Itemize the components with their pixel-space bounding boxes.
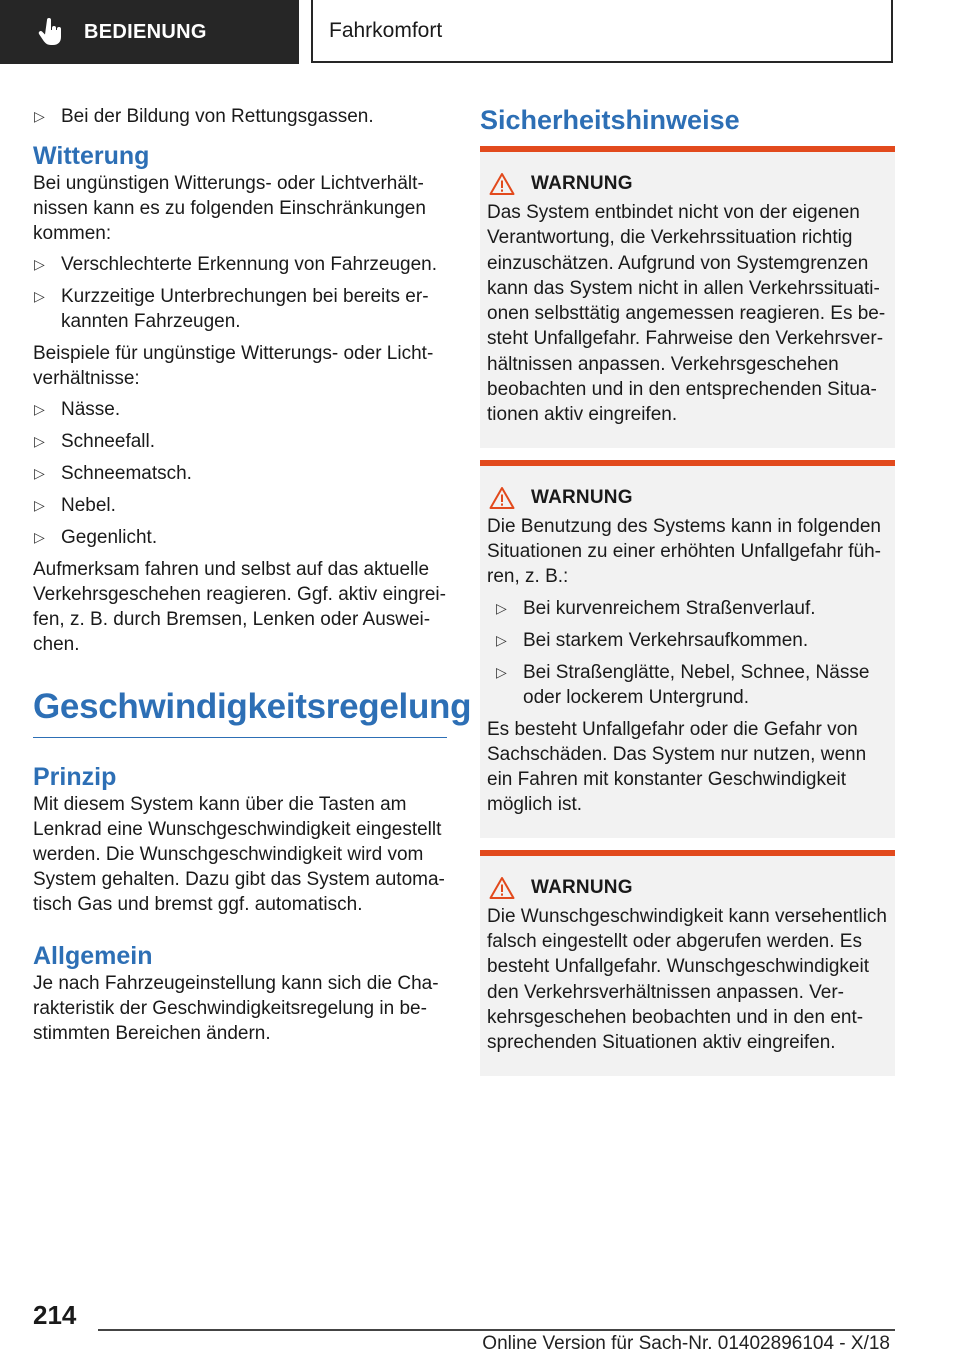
prinzip-heading: Prinzip <box>33 763 117 791</box>
triangle-bullet-icon: ▷ <box>34 401 45 417</box>
safety-heading: Sicherheitshinweise <box>480 105 740 135</box>
triangle-bullet-icon: ▷ <box>34 497 45 513</box>
bullet-list-top <box>33 104 447 129</box>
list-item: ▷ Schneematsch. <box>34 463 192 484</box>
list-item: ▷ Nässe. <box>34 399 121 420</box>
hand-pointer-icon <box>36 17 66 47</box>
witterung-bullets <box>33 252 447 334</box>
prinzip-paragraph: Mit diesem System kann über die Tasten am Lenkrad eine Wunschgeschwindigkeit eingestellt werden. Die Wunschgeschwindigkeit wird vom System gehalten. Dazu gibt das System automatisch Gas und bremst ggf. automatisch. <box>33 794 445 915</box>
warning-box-3 <box>480 850 895 1076</box>
triangle-bullet-icon: ▷ <box>34 465 45 481</box>
warning-label: WARNUNG <box>531 876 633 898</box>
footer-divider <box>98 1329 895 1331</box>
list-item: ▷ Gegenlicht. <box>34 527 158 548</box>
triangle-bullet-icon: ▷ <box>34 433 45 449</box>
warning-text: Die Benutzung des Systems kann in folgenden Situationen zu einer erhöhten Unfallgefahr führen, z. B.: <box>487 515 881 588</box>
list-item: ▷ Bei der Bildung von Rettungsgassen. <box>34 106 374 127</box>
warning-text: Die Wunschgeschwindigkeit kann versehentlich falsch eingestellt oder abgerufen werden. Es besteht Unfallgefahr. Wunschgeschwindigkeit den Verkehrsverhältnissen anpassen. Verkehrsgeschehen beobachten und in den entsprechenden Situationen aktiv eingreifen. <box>487 905 887 1054</box>
warning-text-after: Es besteht Unfallgefahr oder die Gefahr von Sachschäden. Das System nur nutzen, wenn ein Fahren mit konstanter Geschwindigkeit möglich ist. <box>487 718 867 816</box>
chapter-title: Fahrkomfort <box>329 18 443 42</box>
warning-label: WARNUNG <box>531 173 633 194</box>
warning-triangle-icon <box>489 876 515 900</box>
triangle-bullet-icon: ▷ <box>496 663 507 680</box>
right-column <box>480 104 895 1076</box>
examples-paragraph: Beispiele für ungünstige Witterungs- oder Lichtverhältnisse: <box>33 343 434 389</box>
allgemein-heading: Allgemein <box>33 942 153 970</box>
list-item: ▷ Bei Straßenglätte, Nebel, Schnee, Nässe oder lockerem Untergrund. <box>496 661 870 708</box>
triangle-bullet-icon: ▷ <box>34 108 45 124</box>
warning-box-1 <box>480 146 895 448</box>
main-heading: Geschwindigkeitsregelung <box>33 685 447 738</box>
warning-header <box>487 486 887 510</box>
warning-triangle-icon <box>489 486 515 510</box>
triangle-bullet-icon: ▷ <box>34 288 45 304</box>
list-item: ▷ Verschlechterte Erkennung von Fahrzeugen. <box>34 254 438 275</box>
left-column <box>33 104 472 1046</box>
warning-triangle-icon <box>489 172 515 196</box>
list-item: ▷ Bei starkem Verkehrsaufkommen. <box>496 629 809 651</box>
warning-box-2 <box>480 460 895 838</box>
triangle-bullet-icon: ▷ <box>34 529 45 545</box>
warning-header <box>487 876 887 900</box>
chapter-tab <box>311 0 893 63</box>
list-item: ▷ Nebel. <box>34 495 116 516</box>
triangle-bullet-icon: ▷ <box>34 256 45 272</box>
section-title: BEDIENUNG <box>84 20 207 43</box>
witterung-paragraph: Bei ungünstigen Witterungs- oder Lichtverhältnissen kann es zu folgenden Einschränkungen kommen: <box>33 173 426 244</box>
examples-bullets <box>33 397 447 550</box>
page-number: 214 <box>33 1300 77 1330</box>
list-item: ▷ Schneefall. <box>34 431 156 452</box>
list-item: ▷ Bei kurvenreichem Straßenverlauf. <box>496 597 816 619</box>
warning-text: Das System entbindet nicht von der eigenen Verantwortung, die Verkehrssituation richtig einzuschätzen. Aufgrund von Systemgrenzen kann das System nicht in allen Verkehrssituationen selbsttätig angemessen reagieren. Es besteht Unfallgefahr. Fahrweise den Verkehrsverhältnissen anpassen. Verkehrsgeschehen beobachten und in den entsprechenden Situationen aktiv eingreifen. <box>487 202 886 426</box>
section-tab <box>0 0 299 64</box>
witterung-heading: Witterung <box>33 142 150 170</box>
warning-bullets <box>495 596 887 710</box>
allgemein-paragraph: Je nach Fahrzeugeinstellung kann sich die Charakteristik der Geschwindigkeitsregelung in bestimmten Bereichen ändern. <box>33 973 439 1044</box>
footer-text: Online Version für Sach-Nr. 01402896104 - X/18 <box>482 1333 890 1354</box>
warning-header <box>487 172 887 196</box>
triangle-bullet-icon: ▷ <box>496 631 507 648</box>
list-item: ▷ Kurzzeitige Unterbrechungen bei bereits erkannten Fahrzeugen. <box>34 286 429 332</box>
triangle-bullet-icon: ▷ <box>496 599 507 616</box>
warning-label: WARNUNG <box>531 486 633 508</box>
attention-paragraph: Aufmerksam fahren und selbst auf das aktuelle Verkehrsgeschehen reagieren. Ggf. aktiv eingreifen, z. B. durch Bremsen, Lenken oder Ausweichen. <box>33 559 446 655</box>
